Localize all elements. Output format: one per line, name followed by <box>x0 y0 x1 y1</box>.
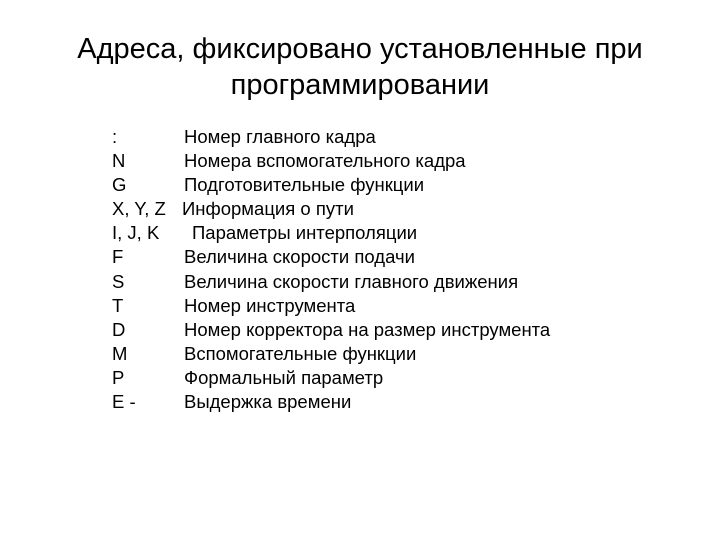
address-row-t <box>112 294 692 318</box>
address-code: M <box>112 342 128 364</box>
address-description: Номер главного кадра <box>184 126 376 147</box>
address-description: Выдержка времени <box>184 391 352 413</box>
address-code: F <box>112 246 124 268</box>
slide-title <box>60 31 660 103</box>
address-description: Величина скорости главного движения <box>184 270 519 292</box>
address-row-e <box>112 390 692 414</box>
address-row-f <box>112 245 692 269</box>
address-row-p <box>112 366 692 390</box>
title-line-2: программировании <box>230 69 490 101</box>
address-description: Номера вспомогательного кадра <box>184 150 466 172</box>
address-code: S <box>112 270 125 292</box>
address-code: E - <box>112 391 136 413</box>
address-description: Параметры интерполяции <box>192 222 418 244</box>
address-description: Подготовительные функции <box>184 174 425 196</box>
address-code: I, J, K <box>112 222 160 244</box>
address-row-n <box>112 149 692 173</box>
address-row-d <box>112 318 692 342</box>
address-row-colon <box>112 125 692 149</box>
address-row-ijk <box>112 221 692 245</box>
address-row-g <box>112 173 692 197</box>
address-list <box>112 125 692 414</box>
address-row-s <box>112 270 692 294</box>
address-description: Номер инструмента <box>184 294 356 316</box>
title-line-1: Адреса, фиксировано установленные при <box>77 33 643 65</box>
address-code: G <box>112 174 127 196</box>
address-code: P <box>112 366 125 388</box>
address-description: Информация о пути <box>182 198 354 220</box>
address-code: N <box>112 150 126 172</box>
address-code: : <box>112 126 118 147</box>
address-description: Формальный параметр <box>184 366 384 388</box>
address-row-xyz <box>112 197 692 221</box>
address-code: X, Y, Z <box>112 198 166 220</box>
address-code: D <box>112 318 126 340</box>
address-description: Вспомогательные функции <box>184 342 417 364</box>
address-description: Величина скорости подачи <box>184 246 415 268</box>
address-row-m <box>112 342 692 366</box>
address-code: T <box>112 294 124 316</box>
address-description: Номер корректора на размер инструмента <box>184 318 551 340</box>
